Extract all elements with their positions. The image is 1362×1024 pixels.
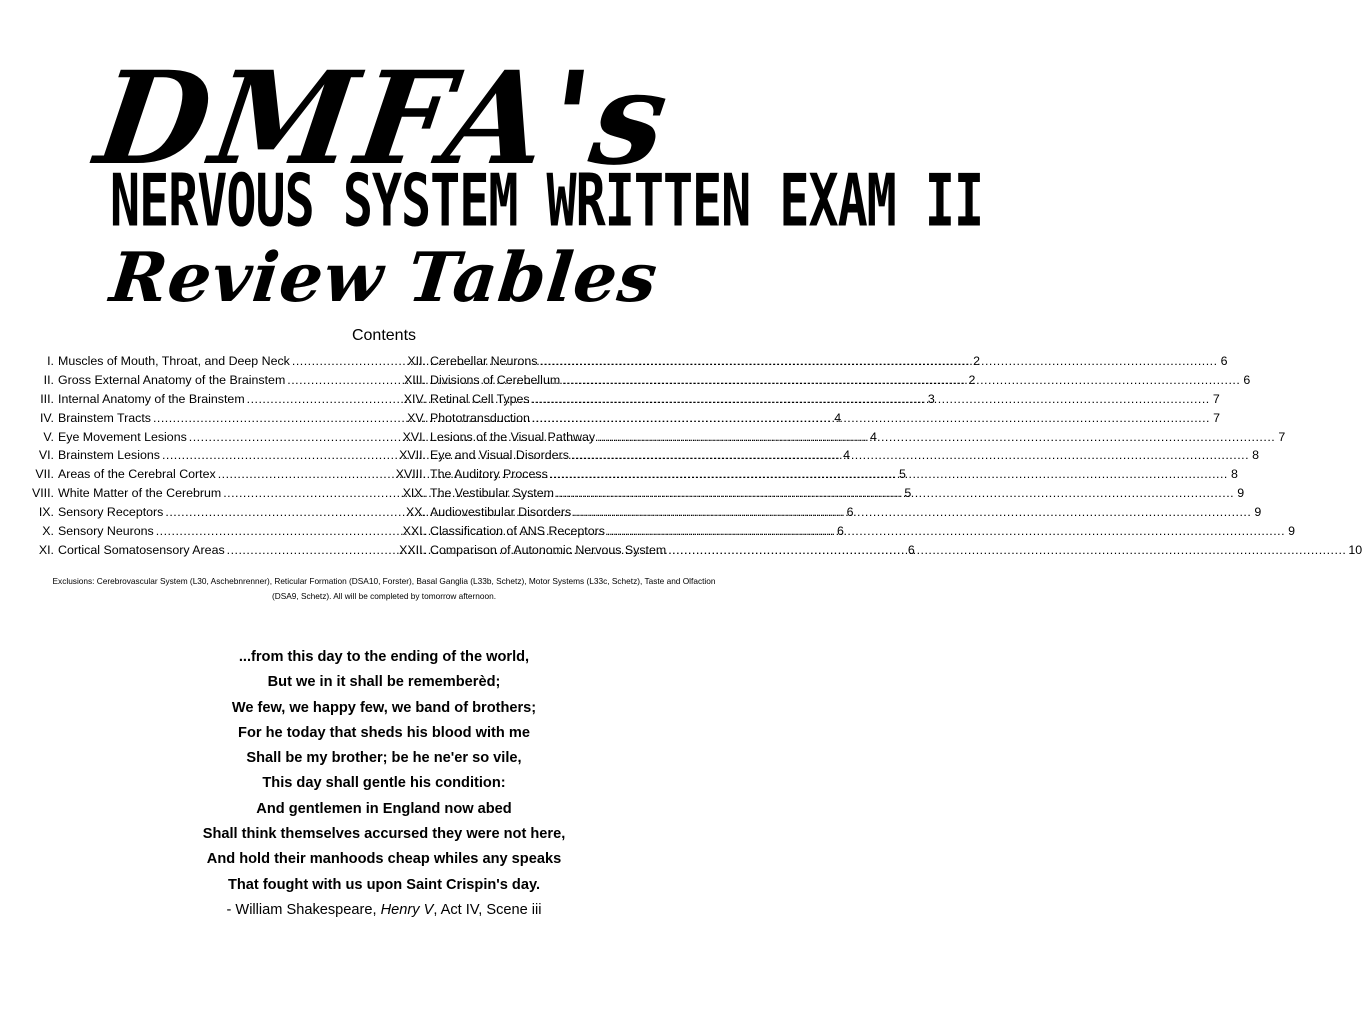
toc-entry-title: Brainstem Lesions <box>58 448 160 463</box>
toc-entry-number: XV. <box>407 410 426 425</box>
toc-entry-title: White Matter of the Cerebrum <box>58 486 222 501</box>
toc-entry-number: XVI. <box>402 429 426 444</box>
toc-dot-leader <box>562 371 1240 390</box>
toc-entry-title: The Vestibular System <box>430 486 554 501</box>
toc-entry-page: 8 <box>1230 467 1238 482</box>
toc-entry-number: XXII. <box>399 542 426 557</box>
toc-entry-page: 6 <box>907 542 915 557</box>
toc-entry-number: XI. <box>38 542 54 557</box>
toc-entry-number: I. <box>47 354 54 368</box>
toc-entry-number: VII. <box>35 467 54 482</box>
main-title: DMFA's <box>88 44 680 194</box>
toc-entry-title: Brainstem Tracts <box>58 410 151 425</box>
toc-entry-page: 4 <box>870 429 877 444</box>
quote-attribution <box>0 898 768 923</box>
toc-entry[interactable] <box>394 522 1296 541</box>
toc-dot-leader <box>571 446 1249 465</box>
toc-entry-page: 2 <box>973 354 980 368</box>
toc-entry-number: XIX. <box>402 486 426 501</box>
quote-block <box>0 645 768 923</box>
toc-entry-title: Cerebellar Neurons <box>430 354 538 368</box>
quote-line: Shall think themselves accursed they were not here, <box>202 826 566 843</box>
toc-right-column <box>394 352 1362 560</box>
exclusions-note <box>20 574 748 604</box>
toc-dot-leader <box>607 522 1285 541</box>
review-tables-title: Review Tables <box>106 238 662 318</box>
toc-entry-number: XX. <box>406 505 426 520</box>
toc-entry-title: Areas of the Cerebral Cortex <box>58 467 216 482</box>
toc-entry-page: 10 <box>1348 542 1362 557</box>
quote-lines <box>0 645 768 898</box>
toc-entry-title: Retinal Cell Types <box>430 391 530 406</box>
toc-entry[interactable] <box>394 371 1251 390</box>
toc-entry-title: Gross External Anatomy of the Brainstem <box>58 372 286 387</box>
toc-entry[interactable] <box>394 541 1362 560</box>
toc-dot-leader <box>532 390 1210 409</box>
toc-dot-leader <box>539 352 1217 371</box>
quote-line: For he today that sheds his blood with me <box>238 724 530 741</box>
attribution-suffix: , Act IV, Scene iii <box>433 901 542 918</box>
toc-dot-leader <box>556 484 1234 503</box>
toc-entry-page: 9 <box>1237 486 1245 501</box>
toc-entry-number: II. <box>43 372 54 387</box>
toc-entry-title: Cortical Somatosensory Areas <box>58 542 225 557</box>
toc-entry-page: 7 <box>1212 391 1220 406</box>
toc-entry-page: 8 <box>1252 448 1260 463</box>
toc-entry-page: 5 <box>904 486 912 501</box>
toc-entry-number: XVII. <box>399 448 426 463</box>
toc-entry-number: XIV. <box>403 391 426 406</box>
exclusions-line-2: (DSA9, Schetz). All will be completed by tomorrow afternoon. <box>271 591 497 601</box>
toc-entry-number: IX. <box>38 505 54 520</box>
toc-entry-page: 6 <box>846 505 854 520</box>
quote-line: ...from this day to the ending of the world, <box>238 649 530 665</box>
quote-line: And hold their manhoods cheap whiles any speaks <box>206 851 562 868</box>
toc-dot-leader <box>550 465 1228 484</box>
toc-entry-number: XII. <box>407 354 426 368</box>
toc-dot-leader <box>532 409 1210 428</box>
quote-line: And gentlemen in England now abed <box>256 800 512 817</box>
toc-entry-title: Audiovestibular Disorders <box>430 505 572 520</box>
quote-line: But we in it shall be rememberèd; <box>267 674 501 691</box>
toc-entry-title: Lesions of the Visual Pathway <box>430 429 596 444</box>
toc-entry-number: V. <box>43 429 54 444</box>
toc-entry-page: 6 <box>836 524 844 539</box>
toc-entry-page: 7 <box>1213 410 1221 425</box>
toc-entry-title: Eye and Visual Disorders <box>430 448 569 463</box>
toc-entry-title: Phototransduction <box>430 410 530 425</box>
toc-entry-number: IV. <box>39 410 54 425</box>
toc-entry-number: XVIII. <box>395 467 426 482</box>
toc-entry-number: VI. <box>38 448 54 463</box>
quote-line: This day shall gentle his condition: <box>262 775 506 792</box>
toc-entry[interactable] <box>394 446 1260 465</box>
exam-subtitle: NERVOUS SYSTEM WRITTEN EXAM II <box>110 158 984 244</box>
toc-entry[interactable] <box>394 390 1220 409</box>
toc-entry[interactable] <box>394 484 1245 503</box>
toc-entry-title: Classification of ANS Receptors <box>430 524 605 539</box>
contents-heading: Contents <box>351 327 417 344</box>
toc-entry[interactable] <box>394 503 1262 522</box>
quote-line: Shall be my brother; be he ne'er so vile, <box>246 750 522 767</box>
toc-entry-page: 6 <box>1220 354 1228 368</box>
toc-entry-page: 7 <box>1278 429 1286 444</box>
toc-entry-page: 2 <box>968 372 976 387</box>
toc-entry-title: Divisions of Cerebellum <box>430 372 561 387</box>
quote-line: We few, we happy few, we band of brothers; <box>231 699 537 716</box>
attribution-work: Henry V <box>380 901 434 918</box>
toc-entry[interactable] <box>394 409 1221 428</box>
toc-entry-page: 9 <box>1254 505 1262 520</box>
toc-entry-title: Comparison of Autonomic Nervous System <box>430 542 667 557</box>
toc-entry-title: Muscles of Mouth, Throat, and Deep Neck <box>58 354 290 368</box>
toc-entry[interactable] <box>394 465 1238 484</box>
toc-entry-number: XXI. <box>402 524 426 539</box>
toc-entry[interactable] <box>394 428 1286 447</box>
quote-line: That fought with us upon Saint Crispin's day. <box>227 876 541 893</box>
toc-entry-number: VIII. <box>31 486 54 501</box>
toc-entry[interactable] <box>394 352 1228 371</box>
toc-entry-page: 4 <box>834 410 842 425</box>
toc-dot-leader <box>597 428 1275 447</box>
toc-dot-leader <box>573 503 1251 522</box>
toc-entry-page: 5 <box>898 467 906 482</box>
toc-entry-title: Sensory Neurons <box>58 524 154 539</box>
attribution-prefix: - William Shakespeare, <box>226 901 381 918</box>
toc-entry-page: 9 <box>1288 524 1296 539</box>
toc-entry-title: The Auditory Process <box>430 467 548 482</box>
toc-entry-page: 3 <box>927 391 935 406</box>
toc-entry-title: Sensory Receptors <box>58 505 164 520</box>
toc-entry-page: 6 <box>1243 372 1251 387</box>
toc-entry-number: III. <box>40 391 54 406</box>
toc-dot-leader <box>668 541 1346 560</box>
toc-entry-number: XIII. <box>403 372 426 387</box>
toc-entry-title: Internal Anatomy of the Brainstem <box>58 391 245 406</box>
toc-entry-number: X. <box>42 524 54 539</box>
toc-entry-page: 4 <box>843 448 851 463</box>
toc-entry-title: Eye Movement Lesions <box>58 429 187 444</box>
exclusions-line-1: Exclusions: Cerebrovascular System (L30, Aschebnrenner), Reticular Formation (DSA10, Forster), Basal Ganglia (L33b, Schetz), Motor Systems (L33c, Schetz), Taste and Olfaction <box>52 576 716 586</box>
